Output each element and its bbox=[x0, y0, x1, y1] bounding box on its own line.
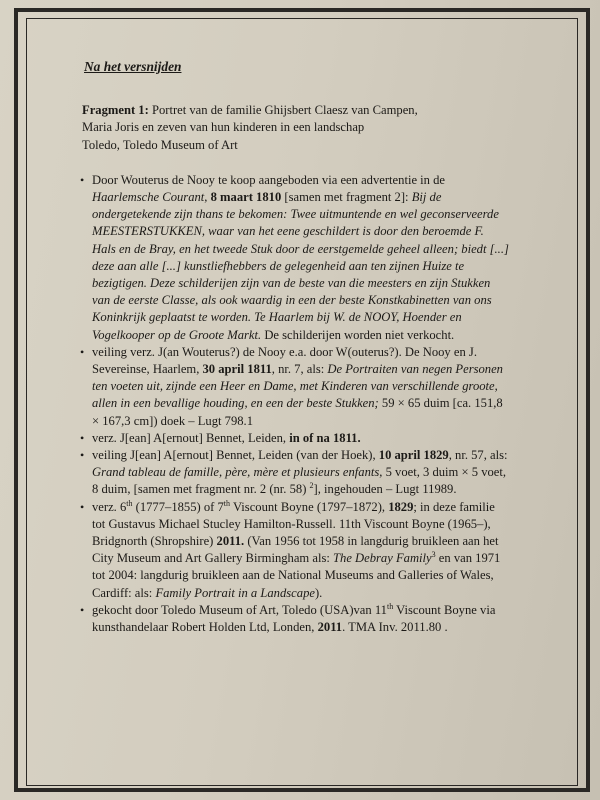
fragment-location: Toledo, Toledo Museum of Art bbox=[82, 137, 238, 152]
list-item: • Door Wouterus de Nooy te koop aangeboden via een advertentie in de Haarlemsche Courant, 8 maart 1810 [samen met fragment 2]: Bij de ondergetekende zijn thans te bekomen: Twee uitmuntende en wel geconserveerde MEESTERSTUKKEN, waar van het eene geschildert is door den beroemde F. Hals en de Bray, en het tweede Stuk door de eerstgemelde geheel alleen; biedt [...] deze aan alle [...] kunstliefhebbers de gelegenheid aan ten zijnen Huize te bezigtigen. Deze schilderijen zijn van de beste van die meesters en zijn Stukken van de eerste Classe, als ook waardig in een der beste Konstkabinetten van ons Koninkrijk geplaatst te worden. Te Haarlem bij W. de NOOY, Hoender en Vogelkooper op de Groote Markt. De schilderijen worden niet verkocht. bbox=[80, 172, 509, 342]
fragment-title-line2: Maria Joris en zeven van hun kinderen in een landschap bbox=[82, 120, 365, 135]
list-item: • verz. 6th (1777–1855) of 7th Viscount Boyne (1797–1872), 1829; in deze familie tot Gustavus Michael Stucley Hamilton-Russell. 11th Viscount Boyne (1965–), Bridgnorth (Shropshire) 2011. (Van 1956 tot 1958 in langdurig bruikleen aan het City Museum and Art Gallery Birmingham als: The Debray Family$^3$ en van 1971 tot 2004: langdurig bruikleen aan de National Museums and Galleries of Wales, Cardiff: als: Family Portrait in a Landscape). bbox=[80, 498, 501, 600]
provenance-list bbox=[78, 172, 510, 636]
list-item: • veiling verz. J(an Wouterus?) de Nooy e.a. door W(outerus?). De Nooy en J. Severeinse, Haarlem, 30 april 1811, nr. 7, als: De Portraiten van negen Personen ten voeten uit, zijnde een Heer en Dame, met Kinderen van verschillende groote, allen in een bevallige houding, en een der beste Stukken; 59 × 65 duim [ca. 151,8 × 167,3 cm]) doek – Lugt 798.1 bbox=[80, 344, 503, 428]
fragment-title bbox=[82, 102, 510, 154]
fragment-title-text: Portret van de familie Ghijsbert Claesz van Campen, bbox=[148, 103, 418, 118]
bullet-icon: • bbox=[80, 172, 85, 187]
bullet-icon: • bbox=[80, 344, 85, 359]
bullet-icon: • bbox=[80, 602, 85, 617]
list-item: • gekocht door Toledo Museum of Art, Toledo (USA)van 11th Viscount Boyne via kunsthandelaar Robert Holden Ltd, Londen, 2011. TMA Inv. 2011.80 . bbox=[80, 601, 496, 635]
bullet-icon: • bbox=[80, 448, 85, 463]
bullet-icon: • bbox=[80, 499, 85, 514]
list-item: • verz. J[ean] A[ernout] Bennet, Leiden, in of na 1811. bbox=[78, 430, 510, 447]
bullet-icon: • bbox=[80, 430, 85, 445]
list-item: • veiling J[ean] A[ernout] Bennet, Leiden (van der Hoek), 10 april 1829, nr. 57, als: Grand tableau de famille, père, mère et plusieurs enfants, 5 voet, 3 duim × 5 voet, 8 duim, [samen met fragment nr. 2 (nr. 58) $^2$], ingehouden – Lugt 11989. bbox=[80, 448, 508, 497]
document-body bbox=[78, 58, 510, 636]
section-heading: Na het versnijden bbox=[84, 59, 182, 74]
fragment-label: Fragment 1: bbox=[82, 103, 149, 118]
